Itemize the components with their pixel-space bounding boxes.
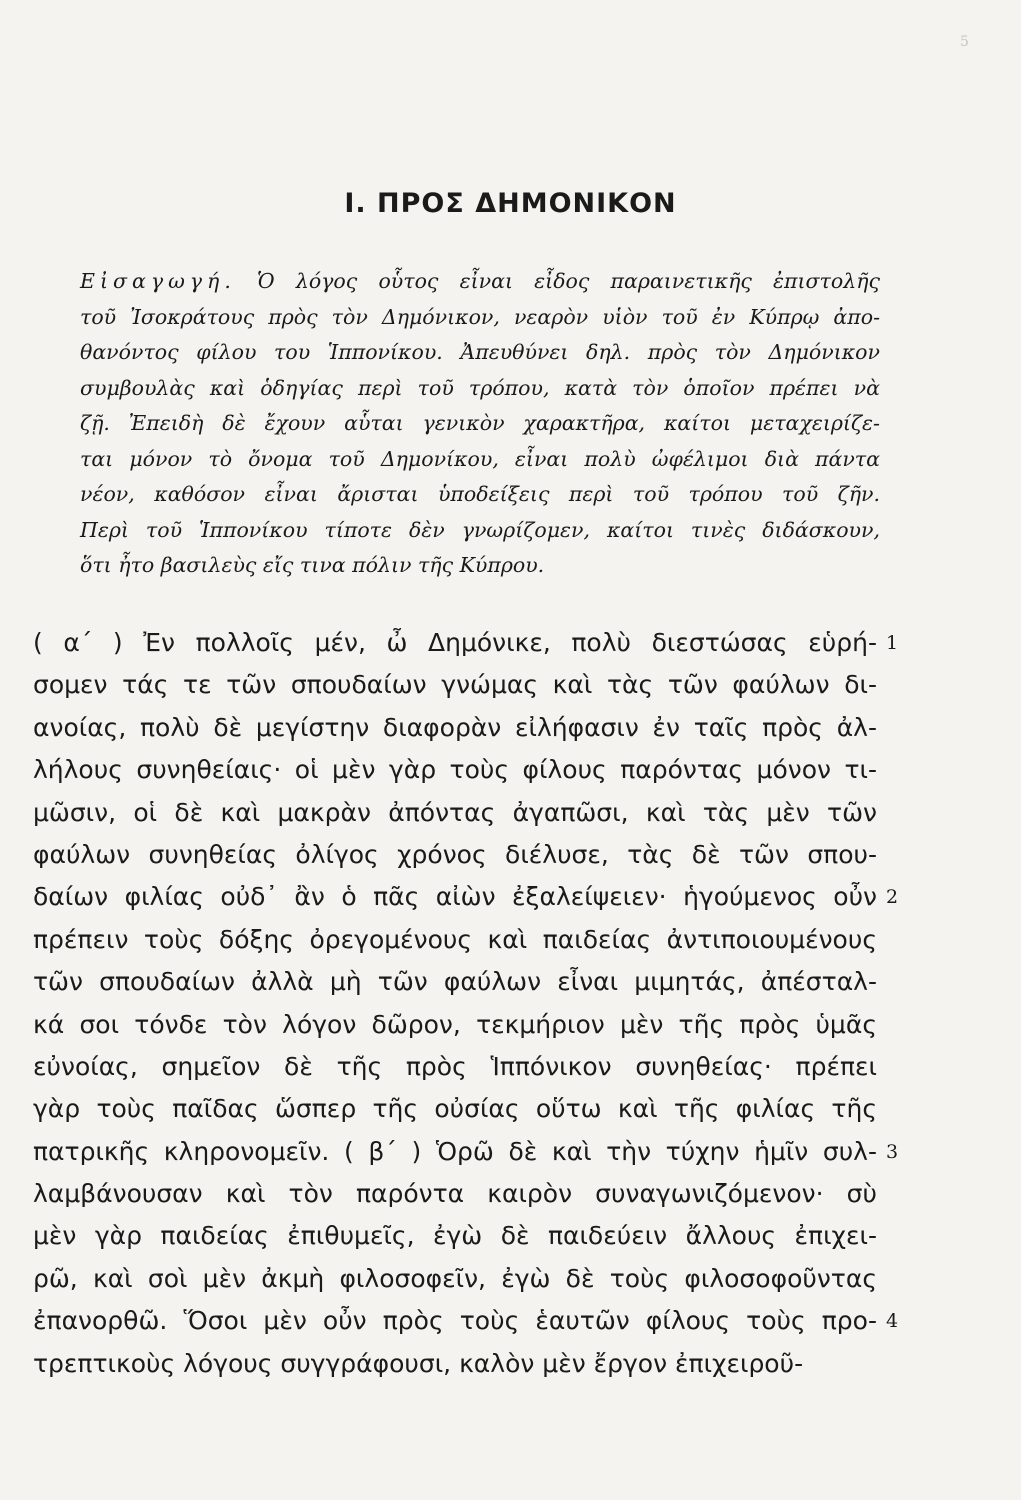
section-number-2: 2 [886, 886, 899, 909]
section-number-4: 4 [886, 1310, 899, 1333]
text-line: ρῶ, καὶ σοὶ μὲν ἀκμὴ φιλοσοφεῖν, ἐγὼ δὲ τοὺς φιλοσοφοῦντας [33, 1263, 877, 1293]
text-line: ( α΄ ) Ἐν πολλοῖς μέν, ὦ Δημόνικε, πολὺ διεστώσας εὑρή- [33, 628, 877, 657]
chapter-title: Ι. ΠΡΟΣ ΔΗΜΟΝΙΚΟΝ [344, 188, 677, 219]
intro-line: νέον, καθόσον εἶναι ἄρισται ὑποδείξεις περὶ τοῦ τρόπου τοῦ ζῆν. [80, 482, 880, 506]
text-line: λαμβάνουσαν καὶ τὸν παρόντα καιρὸν συναγωνιζόμενον· σὺ [33, 1179, 877, 1209]
intro-label: Εἰσαγωγή. [80, 269, 236, 293]
text-line: λήλους συνηθείαις· οἱ μὲν γὰρ τοὺς φίλους παρόντας μόνον τι- [33, 755, 877, 785]
section-number-1: 1 [886, 632, 899, 654]
text-line: σομεν τάς τε τῶν σπουδαίων γνώμας καὶ τὰς τῶν φαύλων δι- [33, 670, 877, 700]
text-line: μὲν γὰρ παιδείας ἐπιθυμεῖς, ἐγὼ δὲ παιδεύειν ἄλλους ἐπιχει- [33, 1221, 877, 1251]
corner-page-mark: 5 [960, 34, 969, 50]
text-line: πατρικῆς κληρονομεῖν. ( β΄ ) Ὁρῶ δὲ καὶ τὴν τύχην ἡμῖν συλ- [33, 1136, 877, 1166]
text-line: πρέπειν τοὺς δόξης ὀρεγομένους καὶ παιδείας ἀντιποιουμένους [33, 924, 877, 954]
section-number-3: 3 [886, 1140, 899, 1163]
text-line: γὰρ τοὺς παῖδας ὥσπερ τῆς οὐσίας οὕτω καὶ τῆς φιλίας τῆς [33, 1094, 877, 1124]
text-line: εὐνοίας, σημεῖον δὲ τῆς πρὸς Ἱππόνικον συνηθείας· πρέπει [33, 1051, 877, 1081]
text-line: ανοίας, πολὺ δὲ μεγίστην διαφορὰν εἰλήφασιν ἐν ταῖς πρὸς ἀλ- [33, 712, 877, 742]
intro-line: Περὶ τοῦ Ἱππονίκου τίποτε δὲν γνωρίζομεν, καίτοι τινὲς διδάσκουν, [80, 517, 880, 542]
intro-line: θανόντος φίλου του Ἱππονίκου. Ἀπευθύνει δηλ. πρὸς τὸν Δημόνικον [80, 340, 880, 364]
main-greek-text [33, 622, 877, 1385]
text-line: τρεπτικοὺς λόγους συγγράφουσι, καλὸν μὲν ἔργον ἐπιχειροῦ- [33, 1348, 804, 1378]
intro-line: ζῇ. Ἐπειδὴ δὲ ἔχουν αὗται γενικὸν χαρακτῆρα, καίτοι μεταχειρίζε- [80, 411, 880, 435]
intro-line: ται μόνον τὸ ὄνομα τοῦ Δημονίκου, εἶναι πολὺ ὠφέλιμοι διὰ πάντα [80, 446, 880, 471]
intro-line: ὅτι ἦτο βασιλεὺς εἴς τινα πόλιν τῆς Κύπρου. [80, 553, 545, 577]
intro-line: συμβουλὰς καὶ ὁδηγίας περὶ τοῦ τρόπου, κατὰ τὸν ὁποῖον πρέπει νὰ [80, 375, 880, 400]
text-line: τῶν σπουδαίων ἀλλὰ μὴ τῶν φαύλων εἶναι μιμητάς, ἀπέσταλ- [33, 967, 877, 997]
text-line: δαίων φιλίας οὐδ᾽ ἂν ὁ πᾶς αἰὼν ἐξαλείψειεν· ἡγούμενος οὖν [33, 882, 877, 912]
text-line: ἐπανορθῶ. Ὅσοι μὲν οὖν πρὸς τοὺς ἑαυτῶν φίλους τοὺς προ- [33, 1306, 877, 1336]
text-line: φαύλων συνηθείας ὀλίγος χρόνος διέλυσε, τὰς δὲ τῶν σπου- [33, 839, 877, 869]
intro-line: τοῦ Ἰσοκράτους πρὸς τὸν Δημόνικον, νεαρὸν υἱὸν τοῦ ἐν Κύπρῳ ἀπο- [80, 304, 880, 329]
introduction-paragraph [80, 264, 880, 584]
intro-line-text: Ὁ λόγος οὗτος εἶναι εἶδος παραινετικῆς ἐπιστολῆς [257, 269, 880, 293]
text-line: μῶσιν, οἱ δὲ καὶ μακρὰν ἀπόντας ἀγαπῶσι, καὶ τὰς μὲν τῶν [33, 797, 877, 827]
intro-line [80, 264, 880, 300]
text-line: κά σοι τόνδε τὸν λόγον δῶρον, τεκμήριον μὲν τῆς πρὸς ὑμᾶς [33, 1009, 877, 1039]
